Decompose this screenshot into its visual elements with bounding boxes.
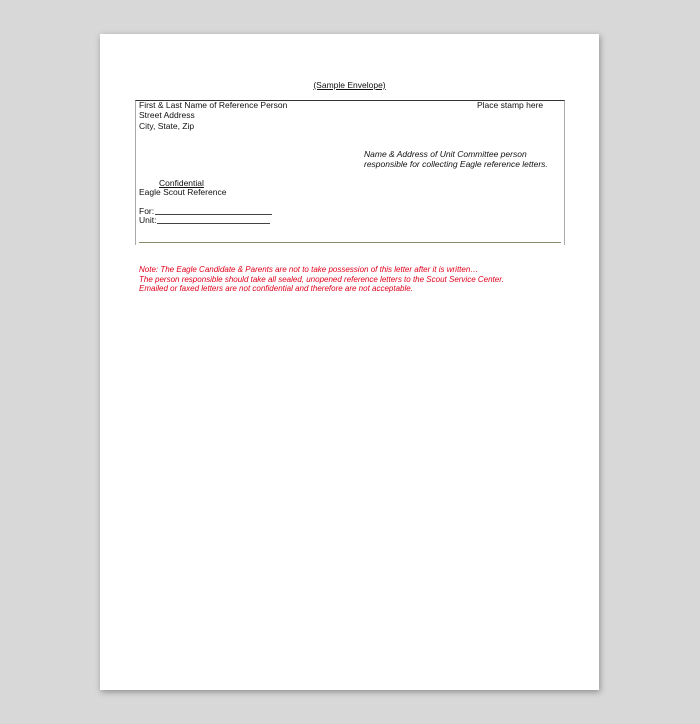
subject-line: Eagle Scout Reference (139, 187, 227, 197)
unit-field-line (157, 223, 270, 224)
confidential-label: Confidential (159, 178, 204, 188)
document-title: (Sample Envelope) (313, 80, 386, 90)
note-block (139, 265, 504, 294)
note-line-1: Note: The Eagle Candidate & Parents are not to take possession of this letter after it is written… (139, 265, 479, 274)
recipient-line-1: Name & Address of Unit Committee person (364, 149, 527, 159)
return-city-state-zip: City, State, Zip (139, 121, 195, 131)
envelope-bottom-line (139, 242, 561, 243)
document-page (100, 34, 599, 690)
return-name: First & Last Name of Reference Person (139, 100, 288, 110)
unit-label: Unit: (139, 215, 157, 225)
stamp-label: Place stamp here (477, 100, 544, 110)
for-label: For: (139, 206, 155, 216)
recipient-line-2: responsible for collecting Eagle reference letters. (364, 159, 548, 169)
for-field-line (155, 214, 272, 215)
note-line-3: Emailed or faxed letters are not confidential and therefore are not acceptable. (139, 284, 413, 294)
return-street: Street Address (139, 110, 195, 120)
note-line-2: The person responsible should take all sealed, unopened reference letters to the Scout Service Center. (139, 274, 504, 284)
